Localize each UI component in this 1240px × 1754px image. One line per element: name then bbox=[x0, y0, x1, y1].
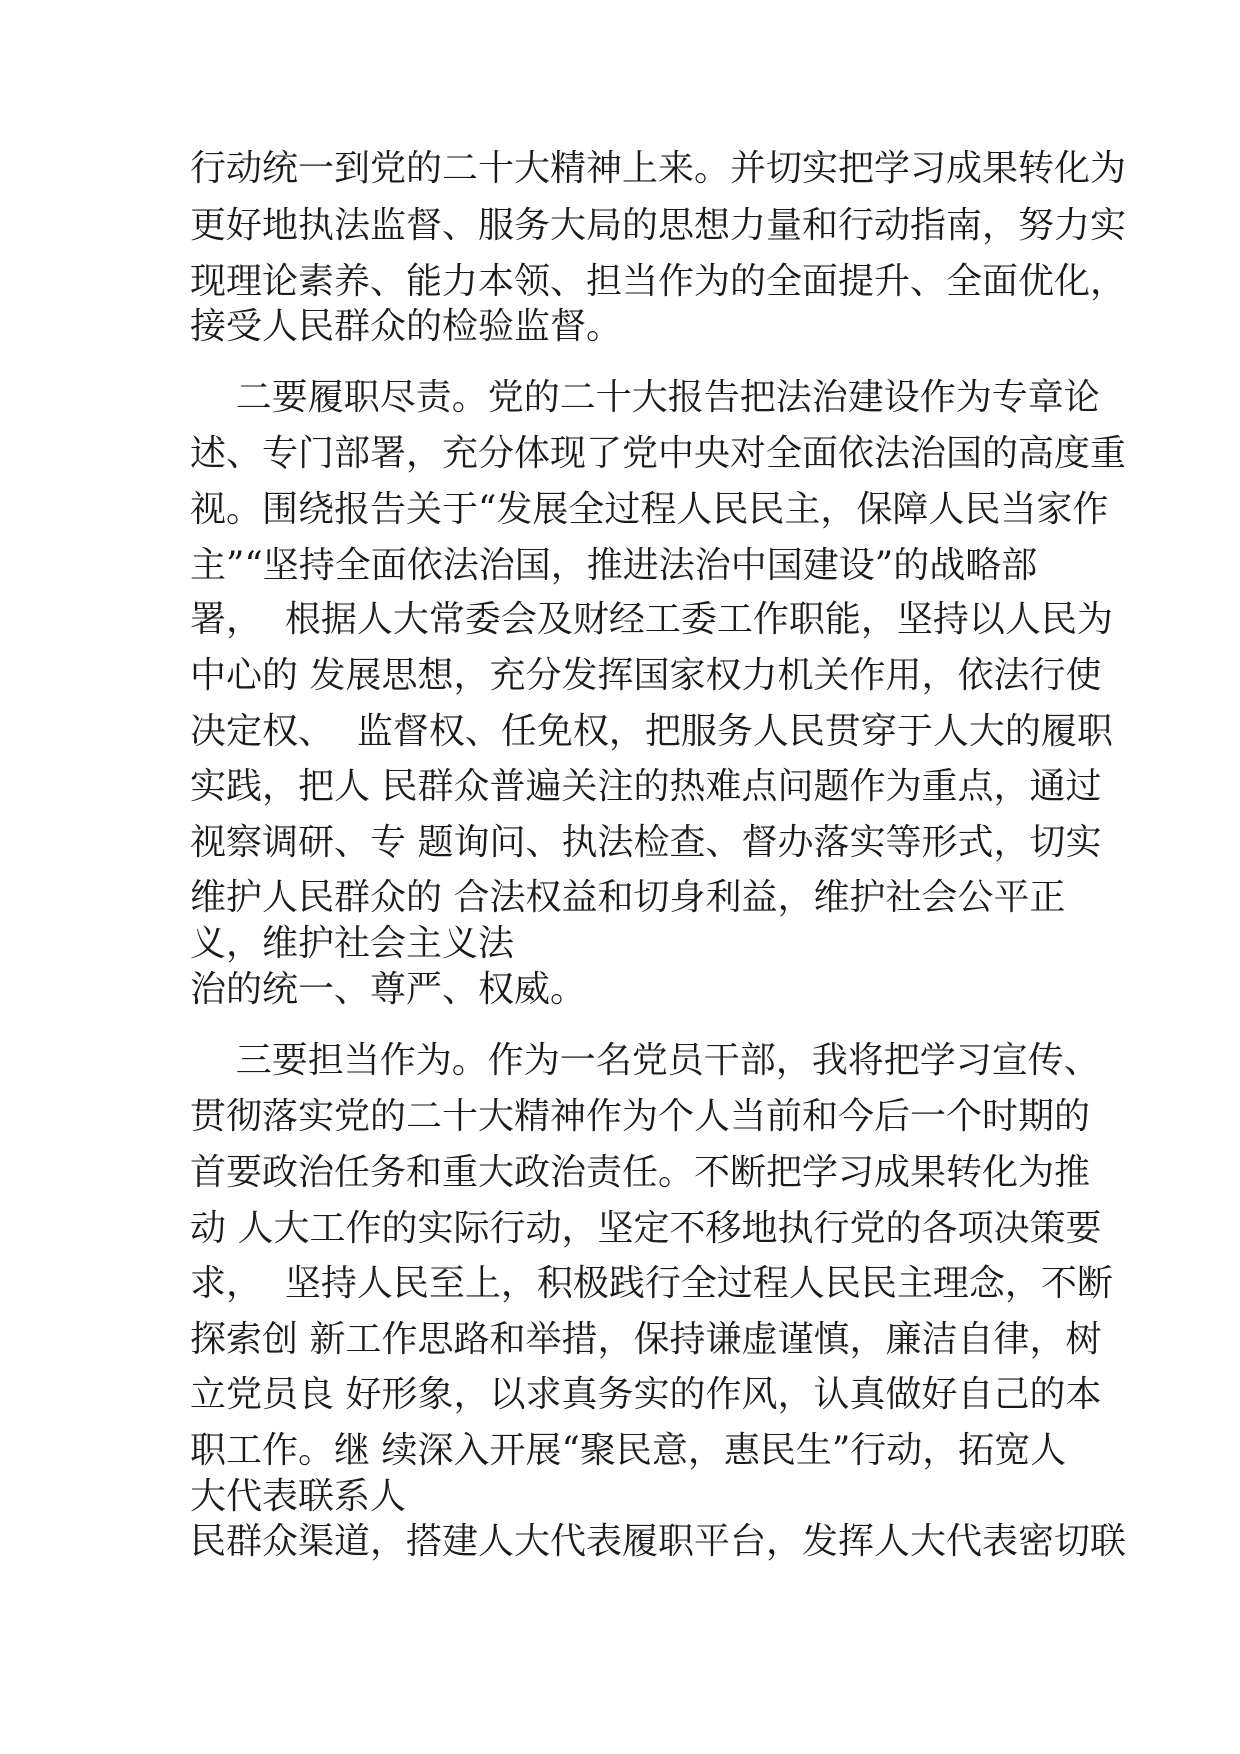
paragraph-1-line-3: 现理论素养、能力本领、担当作为的全面提升、全面优化， bbox=[190, 261, 1127, 302]
paragraph-3-line-1: 三要担当作为。作为一名党员干部，我将把学习宣传、 bbox=[190, 1040, 1100, 1081]
paragraph-2-line-2: 述、专门部署，充分体现了党中央对全面依法治国的高度重 bbox=[190, 433, 1127, 474]
paragraph-3-line-7: 立党员良 好形象，以求真务实的作风，认真做好自己的本 bbox=[190, 1374, 1102, 1415]
paragraph-2-line-9: 视察调研、专 题询问、执法检查、督办落实等形式，切实 bbox=[190, 822, 1102, 863]
paragraph-2-line-11: 义，维护社会主义法 bbox=[190, 923, 515, 964]
paragraph-1-line-4: 接受人民群众的检验监督。 bbox=[190, 306, 623, 347]
paragraph-2-line-7: 决定权、 监督权、任免权，把服务人民贯穿于人大的履职 bbox=[190, 711, 1113, 752]
paragraph-2-line-12: 治的统一、尊严、权威。 bbox=[190, 969, 587, 1010]
paragraph-3-line-2: 贯彻落实党的二十大精神作为个人当前和今后一个时期的 bbox=[190, 1096, 1091, 1137]
paragraph-2-line-1: 二要履职尽责。党的二十大报告把法治建设作为专章论 bbox=[190, 377, 1100, 418]
paragraph-3-line-3: 首要政治任务和重大政治责任。不断把学习成果转化为推 bbox=[190, 1152, 1091, 1193]
paragraph-2-line-10: 维护人民群众的 合法权益和切身利益，维护社会公平正 bbox=[190, 877, 1066, 918]
paragraph-3-line-6: 探索创 新工作思路和举措，保持谦虚谨慎，廉洁自律，树 bbox=[190, 1319, 1102, 1360]
paragraph-2-line-3: 视。围绕报告关于“发展全过程人民民主，保障人民当家作 bbox=[190, 489, 1109, 530]
paragraph-3-line-10: 民群众渠道，搭建人大代表履职平台，发挥人大代表密切联 bbox=[190, 1521, 1127, 1562]
paragraph-2-line-6: 中心的 发展思想，充分发挥国家权力机关作用，依法行使 bbox=[190, 655, 1102, 696]
paragraph-2-line-8: 实践，把人 民群众普遍关注的热难点问题作为重点，通过 bbox=[190, 766, 1102, 807]
paragraph-3-line-9: 大代表联系人 bbox=[190, 1476, 407, 1517]
paragraph-3-line-4: 动 人大工作的实际行动，坚定不移地执行党的各项决策要 bbox=[190, 1208, 1102, 1249]
paragraph-3-line-8: 职工作。继 续深入开展“聚民意，惠民生”行动，拓宽人 bbox=[190, 1430, 1067, 1471]
paragraph-1-line-1: 行动统一到党的二十大精神上来。并切实把学习成果转化为 bbox=[190, 148, 1127, 189]
paragraph-2-line-4: 主”“坚持全面依法治国，推进法治中国建设”的战略部 bbox=[190, 545, 1038, 586]
paragraph-3-line-5: 求， 坚持人民至上，积极践行全过程人民民主理念，不断 bbox=[190, 1263, 1113, 1304]
paragraph-1-line-2: 更好地执法监督、服务大局的思想力量和行动指南，努力实 bbox=[190, 205, 1127, 246]
paragraph-2-line-5: 署， 根据人大常委会及财经工委工作职能，坚持以人民为 bbox=[190, 599, 1113, 640]
